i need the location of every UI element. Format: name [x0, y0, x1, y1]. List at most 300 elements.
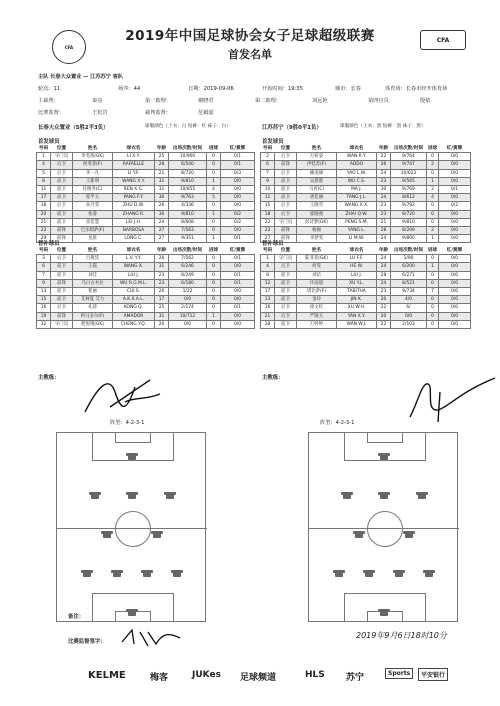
table-cell: 23 — [377, 202, 391, 210]
away-team: 江苏苏宁 — [90, 74, 111, 80]
table-cell: 0 — [207, 288, 221, 296]
table-row — [261, 161, 471, 169]
table-cell: 6/200 — [391, 263, 427, 271]
table-header-row — [37, 145, 255, 153]
column-header: 红/黄牌 — [229, 248, 246, 253]
table-cell: 23 — [377, 210, 391, 218]
table-cell: 26 — [155, 255, 169, 263]
table-cell: 18 — [261, 210, 275, 218]
table-cell: 28 — [377, 271, 391, 279]
table-cell: 前卫 — [275, 177, 297, 185]
table-cell: 0/0 — [169, 320, 207, 328]
table-cell: LU F.F. — [337, 255, 377, 263]
fourth: 殷依 — [420, 98, 431, 104]
table-cell: 0/0 — [439, 227, 471, 235]
date-value: 2019-09-06 — [203, 86, 234, 92]
table-header-row — [261, 247, 471, 255]
table-cell: 0/0 — [169, 296, 207, 304]
column-header: 位置 — [56, 146, 67, 151]
column-header: 号码 — [38, 146, 49, 151]
table-cell: 0/0 — [221, 296, 255, 304]
vs-dash: — — [83, 74, 89, 80]
column-header: 出场次数/时间 — [172, 146, 203, 151]
home-formation-label: 阵型： — [110, 420, 126, 426]
table-cell: JIN K. — [337, 296, 377, 304]
table-cell: 吕燕廷 — [73, 255, 113, 263]
table-row — [37, 169, 255, 177]
table-cell: 庞芊玉 — [73, 194, 113, 202]
column-header: 球衣名 — [126, 248, 141, 253]
table-cell: 0/0 — [439, 312, 471, 320]
table-cell: 9/792 — [391, 202, 427, 210]
table-cell: 张睿 — [73, 210, 113, 218]
table-cell: XU W.H. — [337, 304, 377, 312]
table-cell: 2/174 — [169, 304, 207, 312]
table-cell: 霍晓燕 — [297, 210, 337, 218]
sponsor-suning: 苏宁 — [346, 673, 365, 683]
table-cell: 19 — [37, 312, 51, 320]
table-cell: 0 — [207, 279, 221, 287]
table-cell: 2 — [261, 153, 275, 161]
table-row — [37, 186, 255, 194]
table-cell: PENG S.M. — [337, 218, 377, 226]
date-label: 日期： — [188, 86, 204, 92]
table-cell: 乌日古木拉 — [73, 279, 113, 287]
table-cell: 前锋 — [275, 227, 297, 235]
table-cell: 后卫 — [51, 202, 73, 210]
table-cell: YAO L.W. — [337, 169, 377, 177]
table-cell: WU R.G.M.L. — [113, 279, 155, 287]
player-shirt-icon — [153, 531, 161, 538]
table-cell: 0 — [427, 312, 439, 320]
table-cell: 塔比萨(F) — [297, 288, 337, 296]
table-cell: 24 — [377, 255, 391, 263]
table-row — [261, 288, 471, 296]
table-cell: CHENG Y.Q. — [113, 320, 155, 328]
table-cell: 11 — [37, 186, 51, 194]
column-header: 进球 — [427, 146, 438, 151]
table-cell: 0/0 — [439, 296, 471, 304]
table-cell: 2/103 — [391, 320, 427, 328]
table-cell: 后卫 — [275, 153, 297, 161]
table-cell: YAN X.Y. — [337, 312, 377, 320]
table-cell: 20 — [155, 288, 169, 296]
table-cell: 0/0 — [439, 263, 471, 271]
table-cell: 龙晨 — [73, 235, 113, 243]
table-cell: 31 — [155, 177, 169, 185]
table-row — [261, 169, 471, 177]
table-cell: 0 — [207, 304, 221, 312]
table-cell: 孔琦 — [73, 304, 113, 312]
table-cell: 后卫 — [275, 169, 297, 177]
table-cell: 0/2 — [439, 202, 471, 210]
table-cell: 24 — [377, 235, 391, 243]
table-cell: 16 — [261, 304, 275, 312]
player-shirt-icon — [425, 570, 433, 577]
table-cell: 彭诗梦(GK) — [297, 218, 337, 226]
match-no-label: 场序：44 — [118, 86, 141, 92]
column-header: 年龄 — [378, 146, 389, 151]
table-cell: 金玲 — [297, 296, 337, 304]
player-shirt-icon — [380, 492, 388, 499]
table-cell: 前卫 — [51, 177, 73, 185]
table-cell: 0/0 — [439, 210, 471, 218]
table-cell: 李梦雯 — [297, 235, 337, 243]
table-cell: 0/1 — [221, 271, 255, 279]
table-cell: 0 — [207, 218, 221, 226]
table-cell: 13 — [37, 288, 51, 296]
table-cell: 7/563 — [169, 227, 207, 235]
table-cell: 杨丽 — [297, 227, 337, 235]
table-cell: 0 — [207, 296, 221, 304]
column-header: 出场次数/时间 — [393, 146, 424, 151]
table-cell: 0/0 — [439, 169, 471, 177]
column-header: 姓名 — [87, 248, 98, 253]
table-cell: 2 — [427, 227, 439, 235]
table-cell: 李雯茜(GK) — [73, 153, 113, 161]
table-cell: 9/810 — [169, 177, 207, 185]
table-cell: 0/0 — [221, 194, 255, 202]
table-cell: 9/747 — [391, 161, 427, 169]
table-cell: 2 — [427, 161, 439, 169]
round-label: 轮次：11 — [38, 86, 61, 92]
table-cell: 27 — [155, 227, 169, 235]
table-cell: 7 — [427, 288, 439, 296]
table-cell: 0/1 — [221, 235, 255, 243]
table-cell: LI M.W. — [337, 235, 377, 243]
table-cell: 艾柯夏 艾力 — [73, 296, 113, 304]
table-cell: 0/0 — [221, 227, 255, 235]
home-kit-label: 球服颜色（上衣：白 短裤：红 袜子：白） — [145, 124, 231, 129]
player-shirt-icon — [418, 492, 426, 499]
table-row — [261, 296, 471, 304]
table-cell: 1/90 — [391, 255, 427, 263]
table-row — [37, 218, 255, 226]
table-cell: 30 — [377, 186, 391, 194]
table-cell: 0/0 — [391, 312, 427, 320]
away-subs-table — [260, 247, 471, 329]
table-cell: 28 — [377, 227, 391, 235]
table-cell: 前卫 — [275, 271, 297, 279]
table-cell: 0/0 — [439, 255, 471, 263]
table-cell: 0/0 — [221, 288, 255, 296]
table-cell: 0/1 — [221, 153, 255, 161]
player-shirt-icon — [128, 609, 136, 616]
table-cell: 22 — [377, 320, 391, 328]
table-cell: 0/0 — [221, 320, 255, 328]
table-cell: 10/712 — [169, 312, 207, 320]
away-formation-label: 阵型： — [320, 420, 336, 426]
table-cell: 前卫 — [51, 186, 73, 194]
table-row — [37, 312, 255, 320]
cfa-logo-left-text: CFA — [64, 44, 74, 50]
table-cell: 20 — [37, 210, 51, 218]
column-header: 姓名 — [311, 248, 322, 253]
table-cell: 阿马多尔(F) — [73, 312, 113, 320]
table-row — [261, 279, 471, 287]
table-row — [261, 177, 471, 185]
table-cell: 0 — [207, 153, 221, 161]
ref-assessor-label: 裁判监督： — [145, 110, 171, 116]
table-cell: 30 — [155, 194, 169, 202]
table-cell: 4 — [427, 194, 439, 202]
table-row — [261, 218, 471, 226]
table-cell: 0 — [427, 202, 439, 210]
table-cell: YANG L. — [337, 227, 377, 235]
table-cell: 10/900 — [169, 153, 207, 161]
table-cell: 8/720 — [169, 169, 207, 177]
table-cell: 王新明 — [73, 177, 113, 185]
table-cell: 0/0 — [439, 271, 471, 279]
table-cell: 7 — [261, 169, 275, 177]
table-cell: 7 — [37, 271, 51, 279]
referee-label: 主裁判： — [38, 98, 59, 104]
table-cell: WANG X.X. — [337, 202, 377, 210]
table-cell: 何雯 — [297, 263, 337, 271]
table-cell: 前卫 — [275, 186, 297, 194]
table-cell: 10/855 — [169, 186, 207, 194]
table-header-row — [261, 145, 471, 153]
table-cell: 任晓冬(C) — [73, 186, 113, 194]
home-formation-pitch — [56, 432, 206, 622]
table-cell: 1 — [37, 153, 51, 161]
table-cell: 前锋 — [275, 161, 297, 169]
table-row — [37, 263, 255, 271]
table-cell: 5 — [37, 169, 51, 177]
table-cell: 0/0 — [439, 194, 471, 202]
table-cell: 守门员 — [51, 320, 73, 328]
table-cell: 陆菲菲(GK) — [297, 255, 337, 263]
table-cell: 前锋 — [51, 235, 73, 243]
supervisor-signature — [118, 624, 188, 650]
table-cell: 4/0 — [391, 296, 427, 304]
table-cell: 15 — [261, 202, 275, 210]
table-cell: BARBOSA — [113, 227, 155, 235]
away-starters-label: 首发球员 — [262, 139, 284, 145]
table-cell: 许雨晨 — [297, 279, 337, 287]
table-cell: 0/1 — [221, 304, 255, 312]
column-header: 球衣名 — [349, 248, 364, 253]
table-cell: 伊娃苏(F) — [297, 161, 337, 169]
table-cell: 万婷婷 — [297, 320, 337, 328]
table-cell: 9/734 — [391, 288, 427, 296]
sponsor-meike: 梅客 — [150, 673, 169, 683]
city-label: 城市：长春 — [335, 86, 361, 92]
column-header: 进球 — [427, 248, 438, 253]
table-row — [261, 186, 471, 194]
table-cell: 24 — [377, 263, 391, 271]
table-cell: 唐佳丽 — [297, 194, 337, 202]
table-cell: 0/0 — [439, 320, 471, 328]
player-shirt-icon — [365, 570, 373, 577]
table-cell: 26 — [377, 161, 391, 169]
player-shirt-icon — [395, 570, 403, 577]
table-cell: 0 — [427, 304, 439, 312]
table-cell: 6/ — [391, 304, 427, 312]
player-shirt-icon — [405, 531, 413, 538]
table-cell: 23 — [155, 279, 169, 287]
table-row — [261, 312, 471, 320]
column-header: 进球 — [208, 146, 219, 151]
table-cell: 1 — [261, 255, 275, 263]
table-cell: PANG F.Y. — [113, 194, 155, 202]
table-cell: TABITHA — [337, 288, 377, 296]
table-cell: 16 — [37, 304, 51, 312]
player-shirt-icon — [335, 570, 343, 577]
table-cell: 23 — [155, 271, 169, 279]
table-cell: 10/623 — [391, 169, 427, 177]
table-cell: 6/271 — [391, 271, 427, 279]
table-cell: LIU J. — [113, 271, 155, 279]
table-cell: 后卫 — [275, 312, 297, 320]
table-cell: 前卫 — [51, 194, 73, 202]
table-cell: 6/540 — [169, 161, 207, 169]
table-cell: 万妍姿 — [297, 153, 337, 161]
table-cell: 0/0 — [221, 263, 255, 271]
table-cell: 9/769 — [391, 186, 427, 194]
table-cell: 1 — [207, 177, 221, 185]
table-cell: 0/1 — [221, 279, 255, 287]
home-team: 长春大众置业 — [50, 74, 82, 80]
table-cell: 21 — [377, 218, 391, 226]
table-cell: 后卫 — [51, 161, 73, 169]
table-cell: 后卫 — [51, 255, 73, 263]
table-cell: 0 — [207, 227, 221, 235]
column-header: 年龄 — [378, 248, 389, 253]
table-cell: 0/0 — [439, 279, 471, 287]
away-label: 客队 — [112, 74, 124, 80]
table-cell: 0 — [427, 296, 439, 304]
table-cell: 9/351 — [169, 235, 207, 243]
table-cell: LEI J.H. — [113, 218, 155, 226]
column-header: 位置 — [56, 248, 67, 253]
table-cell: 0/2 — [221, 210, 255, 218]
table-row — [261, 153, 471, 161]
table-cell: 0/0 — [439, 177, 471, 185]
venue-label: 体育场：长春市经开体育场 — [385, 86, 448, 92]
table-cell: 0 — [427, 153, 439, 161]
table-cell: 马君(C) — [297, 186, 337, 194]
table-cell: 守门员 — [51, 153, 73, 161]
table-cell: WAN R.Y. — [337, 153, 377, 161]
table-cell: 23 — [261, 227, 275, 235]
table-cell: 吴晨都 — [297, 177, 337, 185]
table-cell: 0/0 — [439, 218, 471, 226]
table-cell: KONG Q. — [113, 304, 155, 312]
table-cell: 2 — [427, 186, 439, 194]
table-cell: 24 — [377, 194, 391, 202]
table-cell: 前锋 — [51, 279, 73, 287]
table-row — [261, 235, 471, 243]
table-cell: 26 — [155, 202, 169, 210]
table-cell: 0 — [207, 263, 221, 271]
table-cell: 8/249 — [169, 271, 207, 279]
ar2: 刘远艳 — [312, 98, 328, 104]
home-starters-table — [36, 145, 255, 243]
table-cell: 9/810 — [169, 210, 207, 218]
column-header: 红/黄牌 — [229, 146, 246, 151]
table-cell: LONG C. — [113, 235, 155, 243]
table-cell: 18 — [37, 202, 51, 210]
table-cell: MA J. — [337, 186, 377, 194]
player-shirt-icon — [143, 570, 151, 577]
table-cell: 22 — [377, 153, 391, 161]
table-row — [37, 296, 255, 304]
home-subs-label: 替补球员 — [38, 241, 60, 247]
table-cell: AMADOR — [113, 312, 155, 320]
table-cell: 6/180 — [169, 279, 207, 287]
home-formation: 4-2-3-1 — [125, 420, 145, 426]
table-cell: 6 — [37, 263, 51, 271]
table-cell: 后卫 — [275, 202, 297, 210]
table-cell: 29 — [37, 235, 51, 243]
table-cell: 0 — [207, 202, 221, 210]
table-cell: 姚凌娣 — [297, 169, 337, 177]
column-header: 位置 — [280, 146, 291, 151]
table-cell: L.V. Y.Y. — [113, 255, 155, 263]
sponsor-hls: HLS — [305, 670, 325, 680]
table-cell: 9 — [261, 177, 275, 185]
player-shirt-icon — [128, 492, 136, 499]
away-formation: 4-2-3-1 — [335, 420, 355, 426]
table-row — [37, 235, 255, 243]
supervisor-label: 比赛监督： — [38, 110, 64, 116]
table-cell: 严晓玉 — [297, 312, 337, 320]
table-cell: 0 — [207, 161, 221, 169]
sponsor-sports: Sports — [385, 668, 413, 679]
table-cell: 4 — [37, 161, 51, 169]
table-cell: 21 — [261, 312, 275, 320]
table-cell: 前锋 — [51, 312, 73, 320]
table-cell: 守门员 — [275, 255, 297, 263]
table-cell: 0/0 — [221, 312, 255, 320]
table-cell: 雷佳慧 — [73, 218, 113, 226]
sponsor-kelme: KELME — [88, 670, 126, 681]
table-cell: 23 — [377, 177, 391, 185]
column-header: 姓名 — [87, 146, 98, 151]
table-cell: WANG X.Y. — [113, 177, 155, 185]
home-team-label: 长春大众置业（5胜2平3负） — [38, 125, 109, 131]
table-cell: 8/608 — [169, 218, 207, 226]
table-cell: 1 — [207, 210, 221, 218]
table-cell: 0/0 — [439, 235, 471, 243]
table-row — [261, 255, 471, 263]
player-shirt-icon — [343, 492, 351, 499]
table-cell: 0/0 — [439, 153, 471, 161]
table-cell: ZHU D.W. — [113, 202, 155, 210]
table-cell: 王晓雪 — [297, 202, 337, 210]
table-row — [37, 255, 255, 263]
column-header: 进球 — [208, 248, 219, 253]
column-header: 号码 — [262, 248, 273, 253]
table-cell: 刘佳 — [73, 271, 113, 279]
table-cell: 27 — [155, 235, 169, 243]
table-cell: RAFAELLE — [113, 161, 155, 169]
table-row — [37, 210, 255, 218]
table-cell: ZHANG R. — [113, 210, 155, 218]
table-cell: 24 — [155, 218, 169, 226]
column-header: 球衣名 — [126, 146, 141, 151]
table-cell: 8/209 — [391, 227, 427, 235]
table-cell: 4 — [207, 186, 221, 194]
table-cell: 0 — [207, 169, 221, 177]
cfa-logo-right-text: CFA — [436, 36, 450, 44]
table-cell: 22 — [377, 304, 391, 312]
column-header: 号码 — [262, 146, 273, 151]
supervisor: 王松岩 — [92, 110, 108, 116]
column-header: 年龄 — [156, 248, 167, 253]
table-cell: 0/3 — [221, 169, 255, 177]
